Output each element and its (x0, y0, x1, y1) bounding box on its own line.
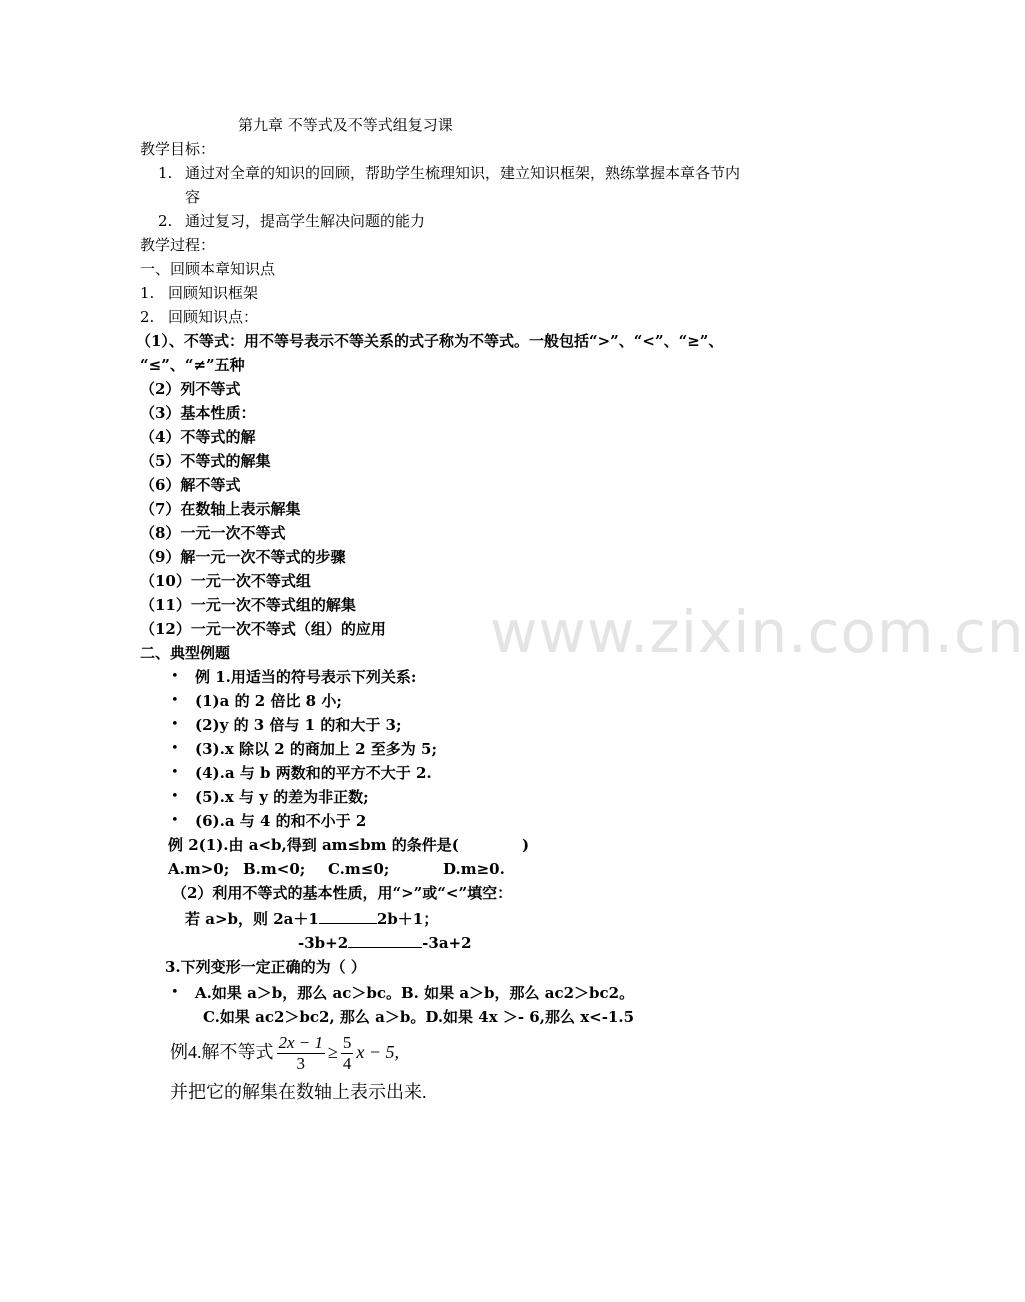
example-4-tail: x − 5, (356, 1042, 400, 1062)
bullet-icon: • (171, 693, 179, 708)
point-1-line-2: “≤”、“≠”五种 (140, 356, 245, 374)
section-2-heading: 二、典型例题 (140, 644, 231, 662)
fill-blank-1-prefix: 若 a>b，则 2a＋1 (185, 910, 319, 928)
bullet-icon: • (171, 765, 179, 780)
example-1-item: (5).x 与 y 的差为非正数; (195, 788, 369, 806)
goal-2-number: 2. (158, 212, 173, 230)
sub-1-text: 回顾知识框架 (168, 284, 259, 302)
example-4-prefix: 例4.解不等式 (170, 1042, 274, 1062)
bullet-icon: • (171, 813, 179, 828)
example-4-line-2: 并把它的解集在数轴上表示出来. (170, 1082, 427, 1102)
fraction-1-denominator: 3 (296, 1054, 306, 1074)
goal-1-continuation: 容 (185, 188, 201, 206)
example-4-formula (170, 1032, 399, 1074)
fraction-2 (341, 1033, 354, 1074)
example-1-item: (3).x 除以 2 的商加上 2 至多为 5; (195, 740, 437, 758)
geq-sign: ≥ (328, 1042, 338, 1062)
fraction-2-denominator: 4 (342, 1054, 352, 1074)
example-1-item: (2)y 的 3 倍与 1 的和大于 3; (195, 716, 402, 734)
process-heading: 教学过程： (140, 236, 216, 254)
fraction-2-numerator: 5 (342, 1033, 352, 1053)
point-1-line-1: （1）、不等式：用不等号表示不等关系的式子称为不等式。一般包括“>”、“<”、“≥”、 (136, 332, 724, 350)
fraction-1-numerator: 2x − 1 (278, 1033, 324, 1053)
page-title: 第九章 不等式及不等式组复习课 (238, 116, 453, 134)
bullet-icon: • (171, 985, 179, 1000)
example-1-item: (4).a 与 b 两数和的平方不大于 2. (195, 764, 432, 782)
example-3-options-line-1: A.如果 a＞b，那么 ac＞bc。B. 如果 a＞b，那么 ac2＞bc2。 (195, 984, 635, 1002)
example-2-option-a: A.m>0; (168, 860, 230, 878)
point-item: （6）解不等式 (140, 476, 241, 494)
example-3-question: 3.下列变形一定正确的为（ ） (165, 958, 366, 976)
example-1-question: 例 1.用适当的符号表示下列关系: (195, 668, 417, 686)
example-1-item: (6).a 与 4 的和不小于 2 (195, 812, 367, 830)
example-2-question: 例 2(1).由 a<b,得到 am≤bm 的条件是( (168, 836, 459, 854)
example-2-close-paren: ) (522, 836, 530, 854)
point-item: （3）基本性质： (140, 404, 256, 422)
sub-2-text: 回顾知识点： (168, 308, 259, 326)
fill-blank-1-suffix: 2b＋1； (376, 910, 439, 928)
point-item: （10）一元一次不等式组 (140, 572, 311, 590)
bullet-icon: • (171, 789, 179, 804)
example-2-part-2: （2）利用不等式的基本性质，用“>”或“<”填空： (172, 884, 513, 902)
answer-blank-2[interactable] (348, 933, 422, 948)
example-1-item: (1)a 的 2 倍比 8 小; (195, 692, 342, 710)
point-item: （11）一元一次不等式组的解集 (140, 596, 356, 614)
example-2-option-d: D.m≥0. (443, 860, 505, 878)
section-1-heading: 一、回顾本章知识点 (140, 260, 276, 278)
goal-1-text: 通过对全章的知识的回顾，帮助学生梳理知识，建立知识框架，熟练掌握本章各节内 (185, 164, 741, 182)
sub-2-number: 2. (140, 308, 155, 326)
point-item: （9）解一元一次不等式的步骤 (140, 548, 346, 566)
goal-heading: 教学目标： (140, 140, 216, 158)
example-2-option-c: C.m≤0; (328, 860, 390, 878)
fraction-1 (277, 1033, 326, 1074)
fill-blank-2-suffix: -3a+2 (422, 934, 472, 952)
fill-blank-2-prefix: -3b+2 (298, 934, 349, 952)
sub-1-number: 1. (140, 284, 155, 302)
point-item: （4）不等式的解 (140, 428, 256, 446)
point-item: （8）一元一次不等式 (140, 524, 286, 542)
answer-blank-1[interactable] (319, 909, 377, 924)
fill-blank-line-1 (185, 909, 438, 929)
goal-2-text: 通过复习，提高学生解决问题的能力 (185, 212, 426, 230)
example-2-option-b: B.m<0; (243, 860, 306, 878)
bullet-icon: • (171, 717, 179, 732)
point-item: （2）列不等式 (140, 380, 241, 398)
bullet-icon: • (171, 741, 179, 756)
bullet-icon: • (171, 669, 179, 684)
point-item: （7）在数轴上表示解集 (140, 500, 301, 518)
point-item: （12）一元一次不等式（组）的应用 (140, 620, 386, 638)
example-3-options-line-2: C.如果 ac2＞bc2, 那么 a＞b。D.如果 4x ＞- 6,那么 x<-1.5 (203, 1008, 635, 1026)
watermark: www.zixin.com.cn (490, 598, 1025, 666)
fill-blank-line-2 (298, 933, 472, 953)
point-item: （5）不等式的解集 (140, 452, 271, 470)
goal-1-number: 1. (158, 164, 173, 182)
